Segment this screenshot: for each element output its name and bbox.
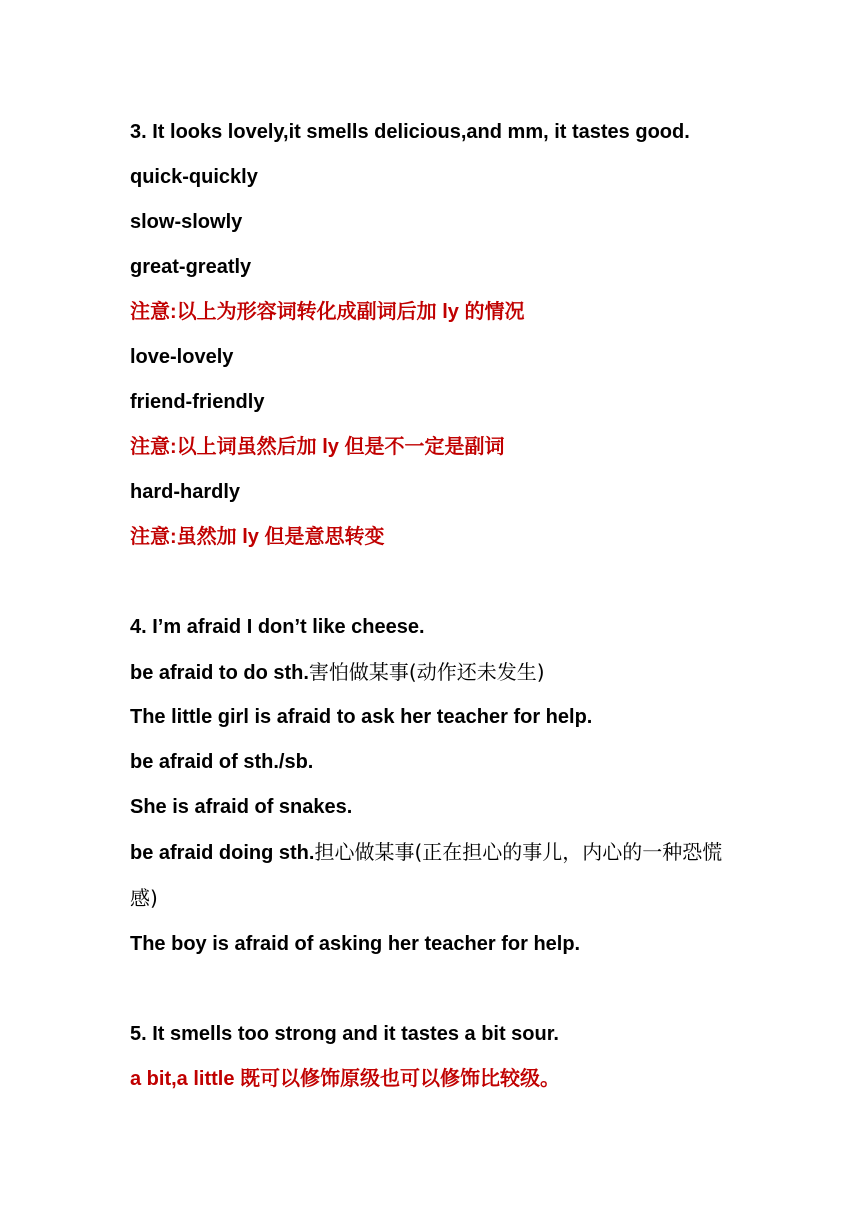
- word-pair-quick: quick-quickly: [130, 166, 258, 188]
- note-meaning-change: 注意:虽然加 ly 但是意思转变: [130, 526, 385, 548]
- usage-afraid-to-do-en: be afraid to do sth.: [130, 662, 309, 684]
- usage-afraid-to-do: [130, 650, 750, 695]
- example-afraid-of-snakes: She is afraid of snakes.: [130, 796, 353, 818]
- section3-title: 3. It looks lovely,it smells delicious,and mm, it tastes good.: [130, 121, 690, 143]
- usage-afraid-doing: [130, 830, 740, 922]
- spacer: [130, 560, 750, 605]
- spacer: [130, 967, 750, 1012]
- usage-afraid-of: be afraid of sth./sb.: [130, 751, 314, 773]
- word-pair-slow: slow-slowly: [130, 211, 243, 233]
- example-afraid-to-ask: The little girl is afraid to ask her teacher for help.: [130, 706, 593, 728]
- word-pair-love: love-lovely: [130, 346, 234, 368]
- usage-afraid-doing-cn: 担心做某事(正在担心的事儿，内心的一种恐慌感): [130, 840, 723, 910]
- section4-title: 4. I’m afraid I don’t like cheese.: [130, 616, 425, 638]
- word-pair-hard: hard-hardly: [130, 481, 241, 503]
- note-adjective-to-adverb: 注意:以上为形容词转化成副词后加 ly 的情况: [130, 301, 525, 323]
- section5-title: 5. It smells too strong and it tastes a bit sour.: [130, 1023, 559, 1045]
- note-a-bit-a-little: [130, 1057, 750, 1102]
- usage-afraid-doing-en: be afraid doing sth.: [130, 842, 315, 864]
- word-pair-friend: friend-friendly: [130, 391, 265, 413]
- example-afraid-of-asking: The boy is afraid of asking her teacher for help.: [130, 933, 581, 955]
- usage-afraid-to-do-cn: 害怕做某事(动作还未发生): [308, 660, 545, 684]
- note-a-bit-cn: 既可以修饰原级也可以修饰比较级。: [240, 1068, 561, 1090]
- note-not-always-adverb: 注意:以上词虽然后加 ly 但是不一定是副词: [130, 436, 505, 458]
- note-a-bit-en: a bit,a little: [130, 1068, 241, 1090]
- document-content: [130, 110, 750, 1102]
- word-pair-great: great-greatly: [130, 256, 252, 278]
